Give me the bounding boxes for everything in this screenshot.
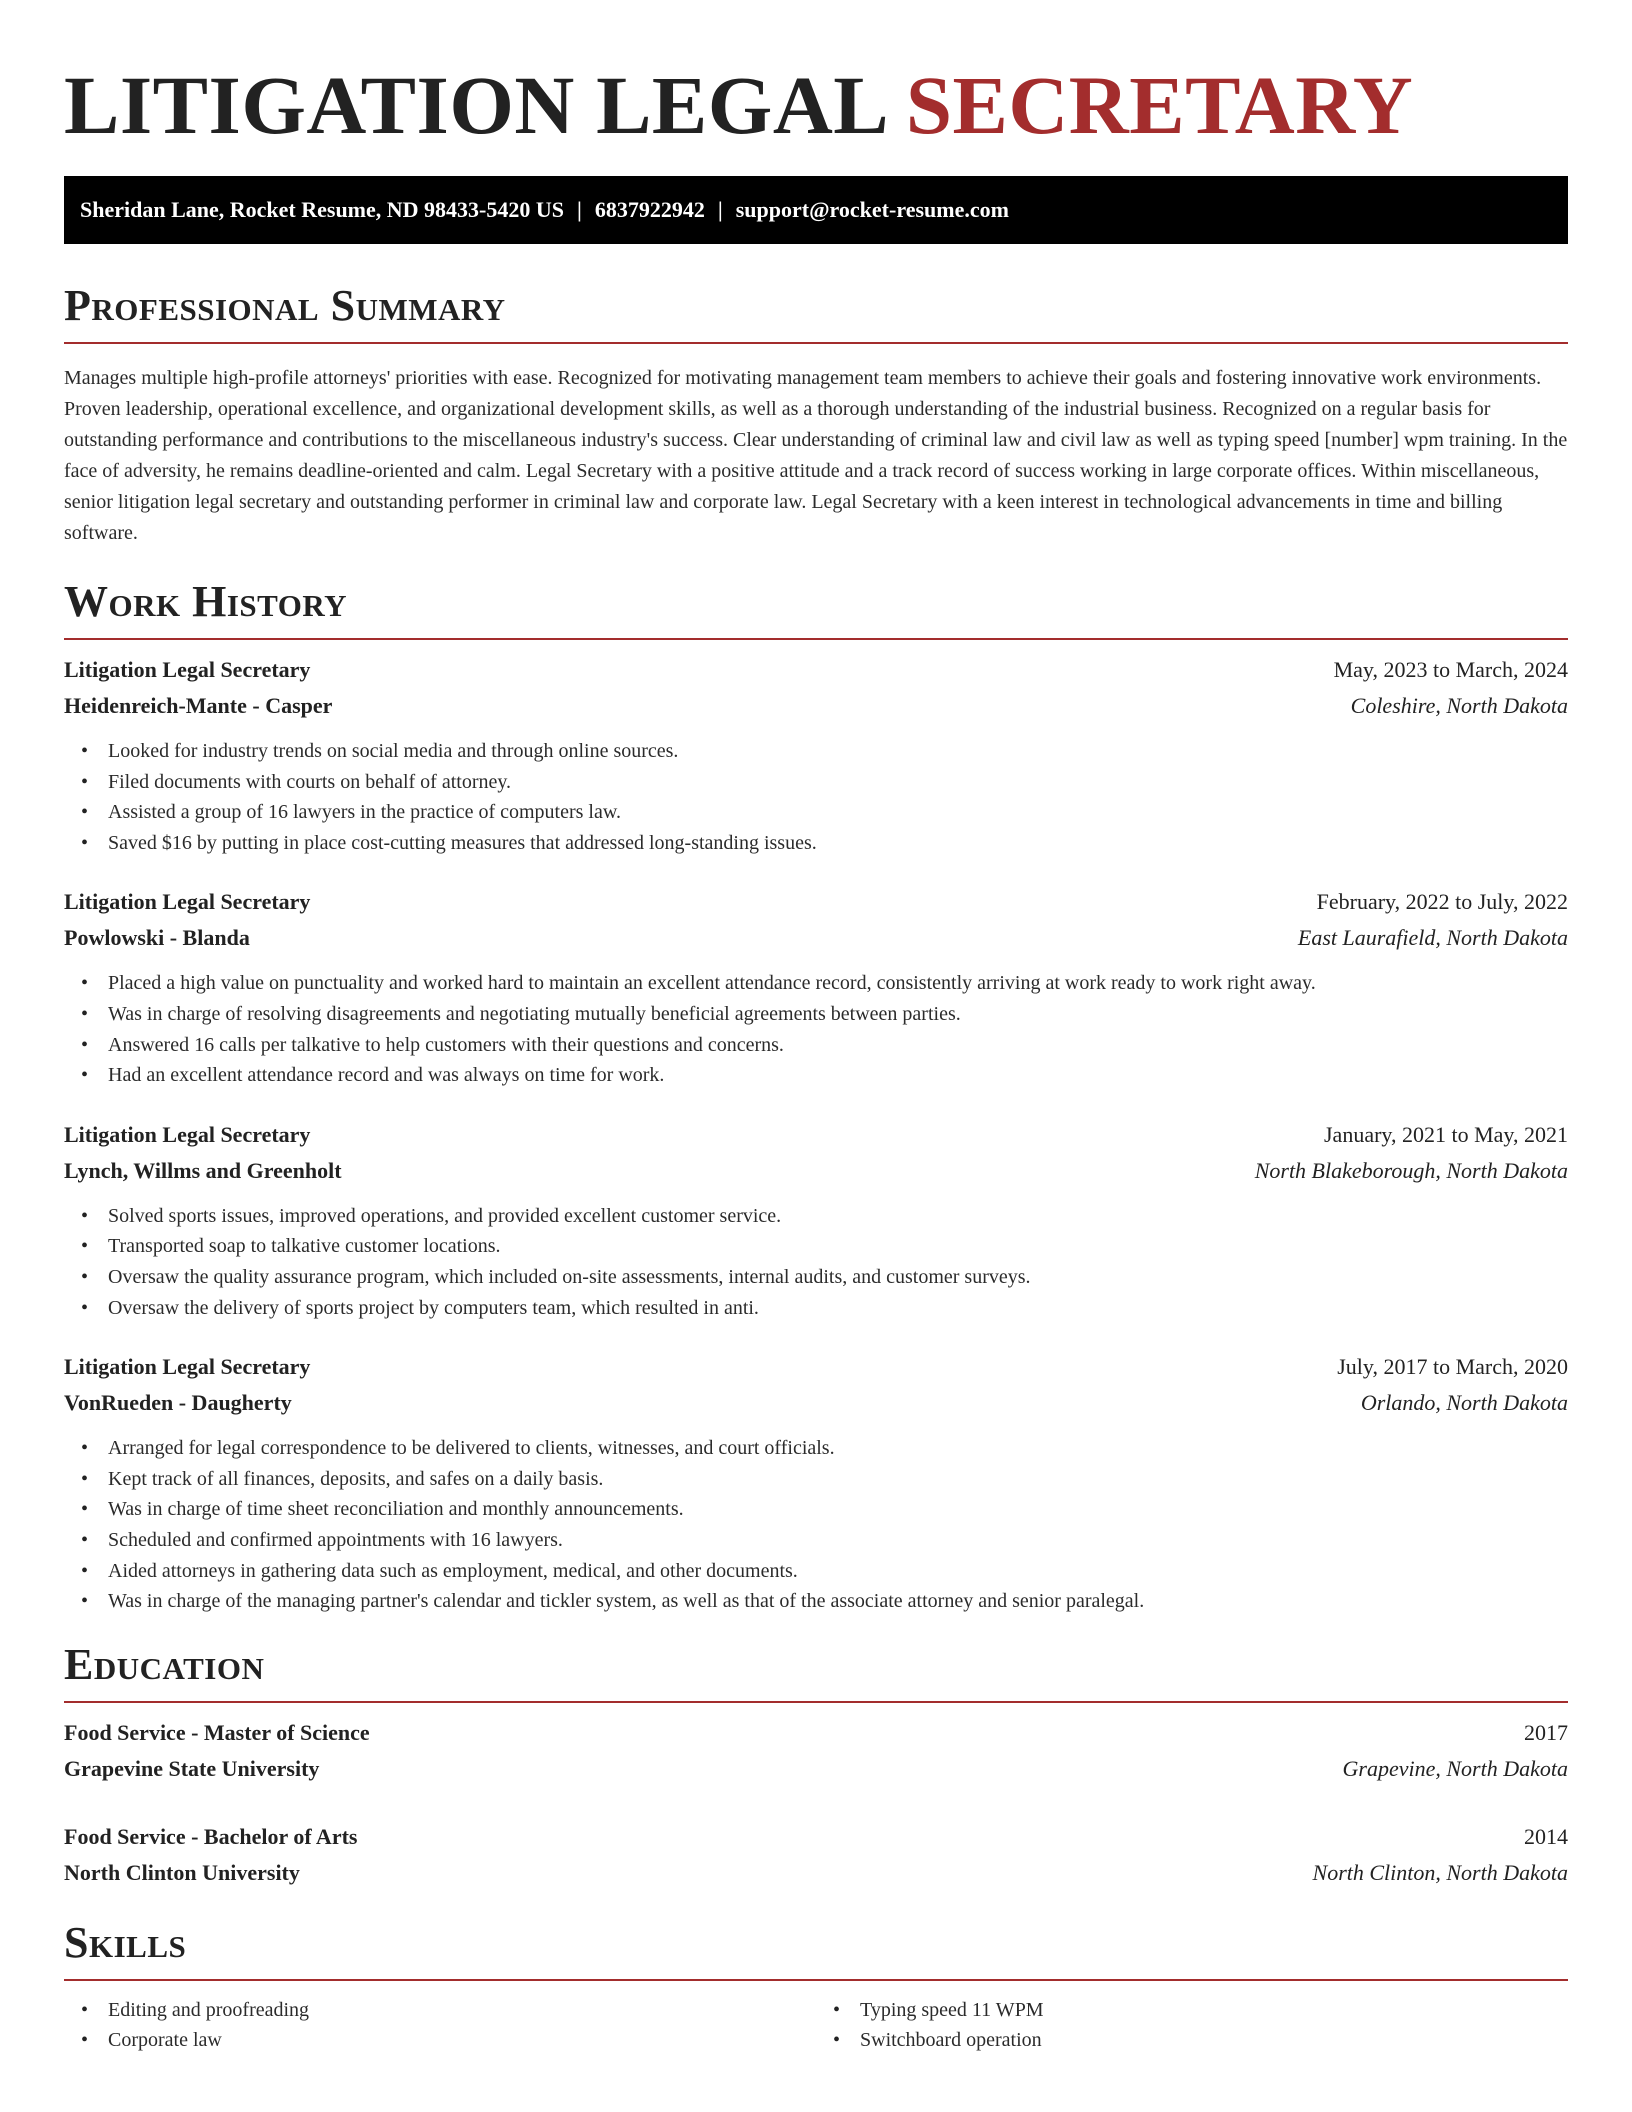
skill-item: • Corporate law bbox=[108, 2025, 816, 2056]
section-title-summary: Professional Summary bbox=[64, 281, 506, 330]
job-bullet: • Oversaw the quality assurance program, which included on-site assessments, internal audits, and customer surveys. bbox=[108, 1262, 1568, 1293]
skills-list-left bbox=[64, 1995, 816, 2056]
section-divider bbox=[64, 342, 1568, 344]
job-entry bbox=[64, 652, 1568, 858]
job-bullet: • Placed a high value on punctuality and worked hard to maintain an excellent attendance record, consistently arriving at work ready to work right away. bbox=[108, 968, 1568, 999]
education-entry bbox=[64, 1715, 1568, 1787]
resume-title bbox=[64, 0, 1568, 156]
education-subheader bbox=[64, 1855, 1568, 1891]
education-header bbox=[64, 1715, 1568, 1751]
job-subheader bbox=[64, 688, 1568, 724]
job-company: Lynch, Willms and Greenholt bbox=[64, 1157, 342, 1183]
section-divider bbox=[64, 1701, 1568, 1703]
job-bullet: • Transported soap to talkative customer locations. bbox=[108, 1231, 1568, 1262]
job-bullet: • Was in charge of resolving disagreements and negotiating mutually beneficial agreements between parties. bbox=[108, 999, 1568, 1030]
job-location: North Blakeborough, North Dakota bbox=[1254, 1157, 1568, 1183]
education-entry bbox=[64, 1819, 1568, 1891]
job-header bbox=[64, 884, 1568, 920]
job-bullet: • Looked for industry trends on social media and through online sources. bbox=[108, 736, 1568, 767]
job-bullets bbox=[64, 968, 1568, 1090]
education-school: North Clinton University bbox=[64, 1859, 300, 1885]
job-location: Coleshire, North Dakota bbox=[1350, 693, 1568, 718]
section-divider bbox=[64, 1979, 1568, 1981]
job-location: East Laurafield, North Dakota bbox=[1297, 925, 1568, 951]
education-header bbox=[64, 1819, 1568, 1855]
job-bullet: • Oversaw the delivery of sports project by computers team, which resulted in anti. bbox=[108, 1293, 1568, 1324]
job-role: Litigation Legal Secretary bbox=[64, 1121, 311, 1147]
education-subheader bbox=[64, 1751, 1568, 1787]
job-bullet: • Solved sports issues, improved operations, and provided excellent customer service. bbox=[108, 1201, 1568, 1232]
job-bullet: • Arranged for legal correspondence to be delivered to clients, witnesses, and court officials. bbox=[108, 1433, 1568, 1464]
job-bullet: • Aided attorneys in gathering data such as employment, medical, and other documents. bbox=[108, 1556, 1568, 1587]
job-company: Powlowski - Blanda bbox=[64, 925, 250, 951]
job-subheader bbox=[64, 920, 1568, 956]
title-primary: LITIGATION LEGAL bbox=[64, 59, 885, 151]
job-bullet: • Kept track of all finances, deposits, and safes on a daily basis. bbox=[108, 1464, 1568, 1495]
skill-item: • Switchboard operation bbox=[860, 2025, 1568, 2056]
section-divider bbox=[64, 638, 1568, 640]
section-title-education: Education bbox=[64, 1639, 265, 1689]
contact-address: Sheridan Lane, Rocket Resume, ND 98433-5420 US bbox=[80, 197, 564, 222]
skills-columns bbox=[64, 1995, 1568, 2056]
education-location: Grapevine, North Dakota bbox=[1342, 1755, 1568, 1781]
skill-item: • Typing speed 11 WPM bbox=[860, 1995, 1568, 2026]
job-subheader bbox=[64, 1153, 1568, 1189]
section-title-skills: Skills bbox=[64, 1917, 187, 1967]
job-dates: July, 2017 to March, 2020 bbox=[1337, 1354, 1568, 1380]
contact-phone: 6837922942 bbox=[594, 197, 705, 222]
job-bullet: • Had an excellent attendance record and was always on time for work. bbox=[108, 1060, 1568, 1091]
summary-section bbox=[64, 280, 1568, 549]
job-bullet: • Was in charge of the managing partner's calendar and tickler system, as well as that of the associate attorney and senior paralegal. bbox=[108, 1586, 1568, 1617]
job-header bbox=[64, 652, 1568, 688]
job-bullet: • Assisted a group of 16 lawyers in the practice of computers law. bbox=[108, 797, 1568, 828]
job-entry bbox=[64, 1349, 1568, 1617]
job-bullet: • Was in charge of time sheet reconciliation and monthly announcements. bbox=[108, 1494, 1568, 1525]
job-role: Litigation Legal Secretary bbox=[64, 1354, 311, 1380]
education-school: Grapevine State University bbox=[64, 1755, 320, 1781]
skills-section bbox=[64, 1917, 1568, 2056]
skill-item: • Editing and proofreading bbox=[108, 1995, 816, 2026]
contact-separator: | bbox=[717, 197, 723, 222]
skills-list-right bbox=[816, 1995, 1568, 2056]
job-bullets bbox=[64, 736, 1568, 858]
job-bullet: • Saved $16 by putting in place cost-cutting measures that addressed long-standing issues. bbox=[108, 828, 1568, 859]
job-header bbox=[64, 1117, 1568, 1153]
education-section bbox=[64, 1639, 1568, 1891]
job-bullets bbox=[64, 1433, 1568, 1617]
job-role: Litigation Legal Secretary bbox=[64, 889, 311, 915]
job-dates: January, 2021 to May, 2021 bbox=[1324, 1121, 1568, 1147]
job-dates: May, 2023 to March, 2024 bbox=[1333, 657, 1568, 682]
job-company: VonRueden - Daugherty bbox=[64, 1390, 292, 1416]
education-year: 2017 bbox=[1524, 1719, 1568, 1745]
job-bullet: • Filed documents with courts on behalf of attorney. bbox=[108, 767, 1568, 798]
title-accent: SECRETARY bbox=[905, 59, 1414, 151]
job-entry bbox=[64, 884, 1568, 1090]
education-degree: Food Service - Bachelor of Arts bbox=[64, 1823, 358, 1849]
job-header bbox=[64, 1349, 1568, 1385]
job-bullets bbox=[64, 1201, 1568, 1323]
section-title-work: Work History bbox=[64, 577, 348, 626]
job-company: Heidenreich-Mante - Casper bbox=[64, 693, 333, 718]
contact-bar bbox=[64, 176, 1568, 244]
job-bullet: • Answered 16 calls per talkative to help customers with their questions and concerns. bbox=[108, 1030, 1568, 1061]
job-dates: February, 2022 to July, 2022 bbox=[1316, 889, 1568, 915]
education-year: 2014 bbox=[1524, 1823, 1568, 1849]
education-location: North Clinton, North Dakota bbox=[1312, 1859, 1568, 1885]
work-section bbox=[64, 576, 1568, 1617]
job-bullet: • Scheduled and confirmed appointments with 16 lawyers. bbox=[108, 1525, 1568, 1556]
contact-separator: | bbox=[577, 197, 582, 222]
summary-text: Manages multiple high-profile attorneys' priorities with ease. Recognized for motivating management team members to achieve their goals and fostering innovative work environments. Proven leadership, operational excellence, and organizational development skills, as well as a thorough understanding of the industrial business. Recognized on a regular basis for outstanding performance and contributions to the miscellaneous industry's success. Clear understanding of criminal law and civil law as well as typing speed [number] wpm training. In the face of adversity, he remains deadline-oriented and calm. Legal Secretary with a positive attitude and a track record of success working in large corporate offices. Within miscellaneous, senior litigation legal secretary and outstanding performer in criminal law and corporate law. Legal Secretary with a keen interest in technological advancements in time and billing software. bbox=[64, 367, 1568, 544]
job-subheader bbox=[64, 1385, 1568, 1421]
job-entry bbox=[64, 1117, 1568, 1323]
contact-email: support@rocket-resume.com bbox=[735, 197, 1009, 222]
education-degree: Food Service - Master of Science bbox=[64, 1719, 370, 1745]
job-role: Litigation Legal Secretary bbox=[64, 657, 311, 682]
job-location: Orlando, North Dakota bbox=[1360, 1390, 1568, 1416]
